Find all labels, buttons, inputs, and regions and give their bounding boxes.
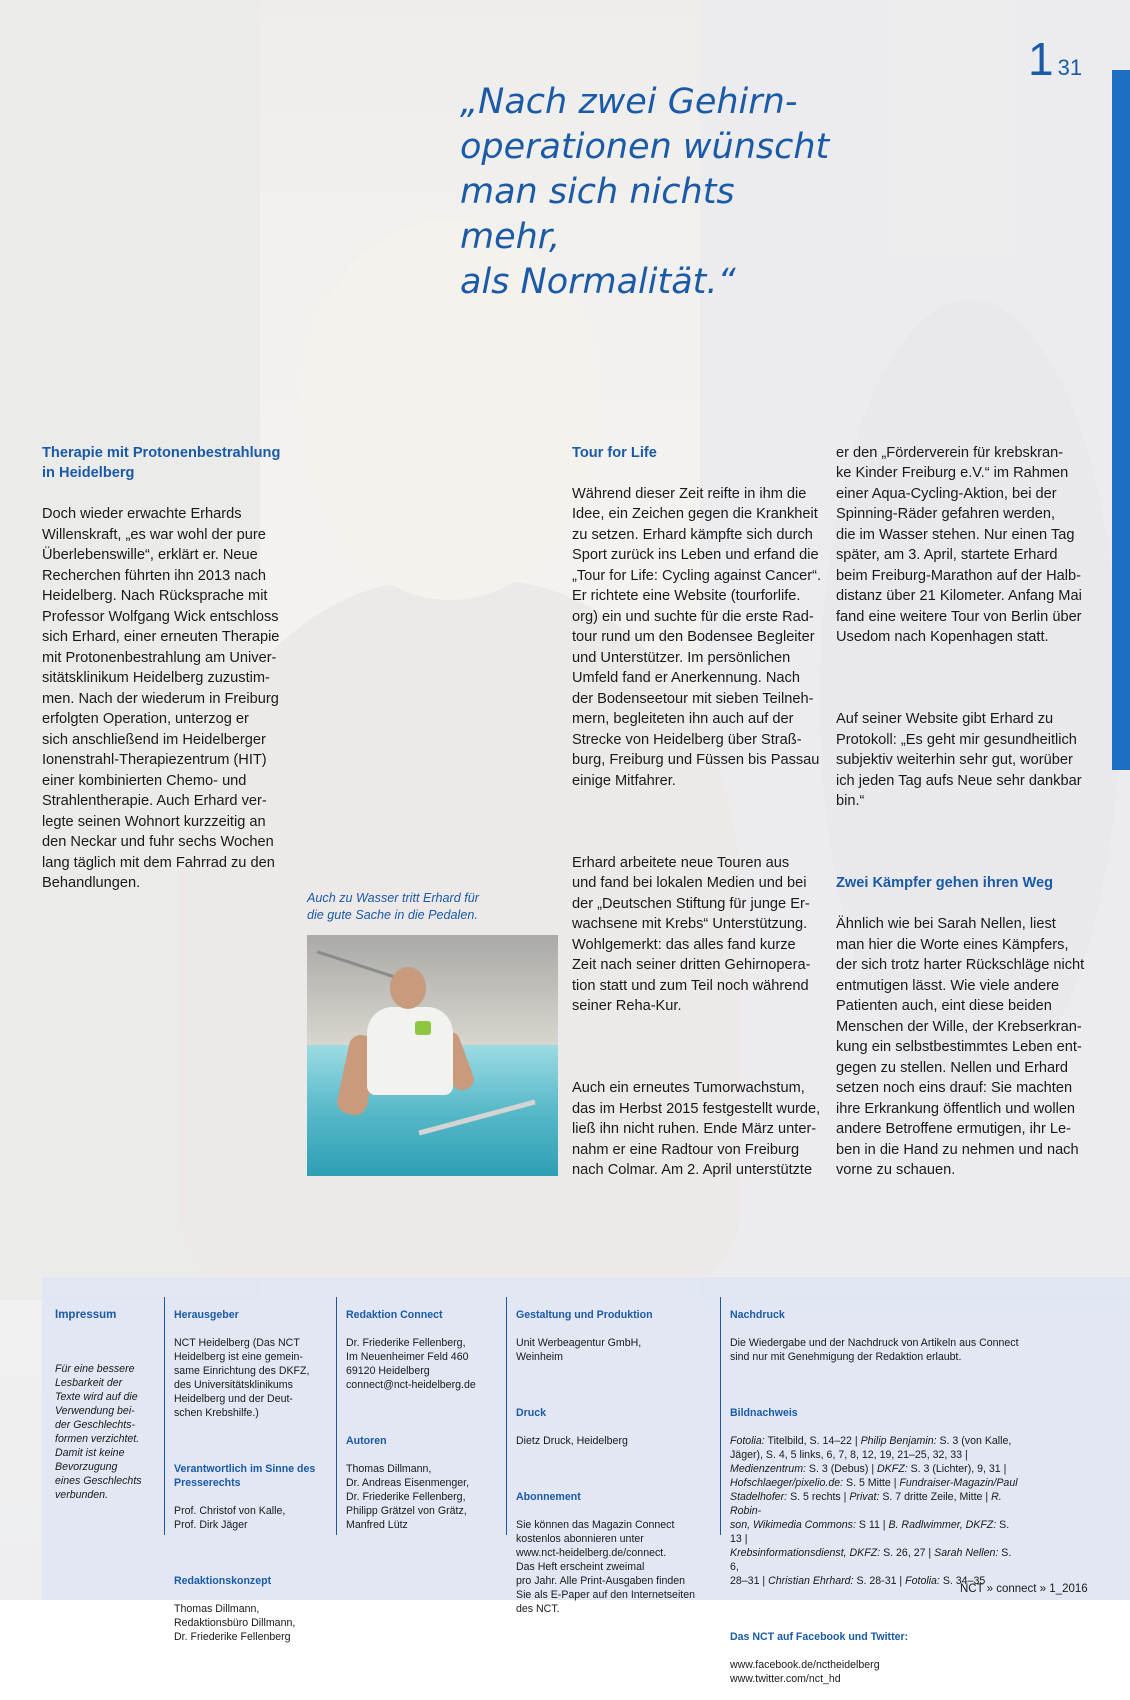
heading-nachdruck: Nachdruck — [730, 1309, 785, 1321]
credit-pages: S. 3 (Lichter), 9, 31 | — [910, 1463, 1007, 1475]
credit-source: DKFZ: — [877, 1463, 908, 1475]
heading-gestaltung: Gestaltung und Produktion — [516, 1309, 653, 1321]
aqua-cycling-photo — [307, 935, 558, 1176]
impressum-box — [42, 1277, 1130, 1685]
text-redaktion: Dr. Friederike Fellenberg, Im Neuenheimer Feld 460 69120 Heidelberg connect@nct-heidelberg.de — [346, 1337, 476, 1391]
heading-social: Das NCT auf Facebook und Twitter: — [730, 1631, 909, 1643]
paragraph: er den „Förderverein für krebskran- ke Kinder Freiburg e.V.“ im Rahmen einer Aqua-Cycling-Aktion, bei der Spinning-Räder gefahren werden, die im Wasser stehen. Nur einen Tag später, am 3. April, startete Erhard beim Freiburg-Marathon auf der Halb- distanz über 21 Kilometer. Anfang Mai fand eine weitere Tour von Berlin über Usedom nach Kopenhagen statt. — [836, 444, 1082, 645]
impressum-title-column — [55, 1294, 155, 1516]
paragraph: Ähnlich wie bei Sarah Nellen, liest man hier die Worte eines Kämpfers, der sich trotz harter Rückschläge nicht entmutigen lässt. Wie viele andere Patienten auch, eint diese beiden Menschen der Wille, der Krebserkran- kung ein selbstbestimmtes Leben ent- gegen zu stellen. Nellen und Erhard setzen noch eins drauf: Sie machten ihre Erkrankung öffentlich und wollen andere Betroffene ermutigen, ihr Le- ben in die Hand zu nehmen und nach vorne zu schauen. — [836, 916, 1085, 1178]
credit-source: Fundraiser-Magazin/Paul Stadelhofer: — [730, 1477, 1018, 1503]
text-bildnachweis — [730, 1434, 1020, 1588]
credit-pages: S. 5 rechts | — [787, 1491, 850, 1503]
article-column-3 — [836, 422, 1090, 1201]
page-number — [1028, 32, 1082, 86]
credit-source: R. Robin- son, Wikimedia Commons: — [730, 1491, 1002, 1531]
credit-pages: S. 26, 27 | — [880, 1547, 935, 1559]
divider — [164, 1297, 165, 1535]
text-autoren: Thomas Dillmann, Dr. Andreas Eisenmenger, Dr. Friederike Fellenberg, Philipp Grätzel von Grätz, Manfred Lütz — [346, 1463, 470, 1531]
heading-redaktion: Redaktion Connect — [346, 1309, 443, 1321]
heading-druck: Druck — [516, 1407, 547, 1419]
credit-source: Fotolia: — [730, 1435, 765, 1447]
text-presserecht: Prof. Christof von Kalle, Prof. Dirk Jäger — [174, 1505, 286, 1531]
paragraph: Doch wieder erwachte Erhards Willenskraft, „es war wohl der pure Überlebenswille“, erklärt er. Neue Recherchen führten ihn 2013 nach Heidelberg. Nach Rücksprache mit Professor Wolfgang Wick entschloss sich Erhard, einer erneuten Therapie mit Protonenbestrahlung am Univer- sitätsklinikum Heidelberg zuzustim- men. Nach der wiederum in Freiburg erfolgten Operation, unterzog er sich anschließend im Heidelberger Ionenstrahl-Therapiezentrum (HIT) einer kombinierten Chemo- und Strahlentherapie. Auch Erhard ver- legte seinen Wohnort kurzzeitig an den Neckar und fuhr sechs Wochen lang täglich mit dem Fahrrad zu den Behandlungen. — [42, 506, 280, 891]
text-nachdruck: Die Wiedergabe und der Nachdruck von Artikeln aus Connect sind nur mit Genehmigung der Redaktion erlaubt. — [730, 1337, 1019, 1363]
heading-redaktionskonzept: Redaktionskonzept — [174, 1575, 272, 1587]
impressum-column-production — [516, 1294, 706, 1630]
credit-source: Sarah Nellen: — [934, 1547, 999, 1559]
impressum-column-credits — [730, 1294, 1020, 1700]
side-accent-bar — [1112, 70, 1130, 770]
heading-bildnachweis: Bildnachweis — [730, 1407, 798, 1419]
credit-source: Hofschlaeger/pixelio.de: — [730, 1477, 844, 1489]
section-heading-kaempfer: Zwei Kämpfer gehen ihren Weg — [836, 875, 1054, 891]
paragraph: Auch ein erneutes Tumorwachstum, das im Herbst 2015 festgestellt wurde, ließ ihn nicht ruhen. Ende März unter- nahm er eine Radtour von Freiburg nach Colmar. Am 2. April unterstützte — [572, 1080, 821, 1178]
text-herausgeber: NCT Heidelberg (Das NCT Heidelberg ist eine gemein- same Einrichtung des DKFZ, des Universitätsklinikums Heidelberg und der Deut- schen Krebshilfe.) — [174, 1337, 310, 1419]
impressum-column-publisher — [174, 1294, 324, 1658]
credit-source: Medienzentrum: — [730, 1463, 806, 1475]
divider — [336, 1297, 337, 1535]
article-column-2 — [572, 422, 824, 1201]
credit-pages: S. 3 (Debus) | — [805, 1463, 878, 1475]
credit-pages: S 11 | — [855, 1519, 889, 1531]
credit-pages: S. 6, 28–31 | — [730, 1547, 1012, 1587]
text-druck: Dietz Druck, Heidelberg — [516, 1435, 628, 1447]
impressum-column-editorial — [346, 1294, 496, 1546]
credit-pages: S. 28-31 | — [853, 1575, 906, 1587]
paragraph: Erhard arbeitete neue Touren aus und fand bei lokalen Medien und bei der „Deutschen Stiftung für junge Er- wachsene mit Krebs“ Unterstützung. Wohlgemerkt: das alles fand kurze Zeit nach seiner dritten Gehirnopera- tion statt und zum Teil noch während seiner Reha-Kur. — [572, 854, 811, 1014]
page-footer: NCT » connect » 1_2016 — [960, 1583, 1088, 1595]
credit-pages: S. 13 | — [730, 1519, 1010, 1545]
heading-abonnement: Abonnement — [516, 1491, 581, 1503]
credit-source: Fotolia: — [905, 1575, 940, 1587]
section-heading-protonen: Therapie mit Protonenbestrahlung in Heidelberg — [42, 444, 281, 481]
credit-pages: S. 34–35 — [939, 1575, 986, 1587]
credit-source: B. Radlwimmer, DKFZ: — [888, 1519, 997, 1531]
credit-pages: Titelbild, S. 14–22 | — [764, 1435, 861, 1447]
credit-pages: S. 3 (von Kalle, Jäger), S. 4, 5 links, 6, 7, 8, 12, 19, 21–25, 32, 33 | — [730, 1435, 1012, 1461]
pull-quote: „Nach zwei Gehirn- operationen wünscht man sich nichts mehr, als Normalität.“ — [460, 82, 830, 302]
impressum-title: Impressum — [55, 1309, 117, 1321]
credit-source: Privat: — [849, 1491, 880, 1503]
paragraph: Auf seiner Website gibt Erhard zu Protokoll: „Es geht mir gesundheitlich subjektiv weiterhin sehr gut, worüber ich jeden Tag aufs Neue sehr dankbar bin.“ — [836, 711, 1082, 809]
credit-source: Christian Ehrhard: — [768, 1575, 854, 1587]
text-redaktionskonzept: Thomas Dillmann, Redaktionsbüro Dillmann, Dr. Friederike Fellenberg — [174, 1603, 296, 1643]
divider — [506, 1297, 507, 1535]
chapter-number: 1 — [1028, 33, 1054, 85]
text-social-links[interactable]: www.facebook.de/nctheidelberg www.twitter.com/nct_hd — [730, 1659, 880, 1685]
heading-herausgeber: Herausgeber — [174, 1309, 239, 1321]
heading-presserecht: Verantwortlich im Sinne des Presserechts — [174, 1463, 316, 1489]
article-column-1 — [42, 422, 294, 914]
credit-pages: S. 5 Mitte | — [843, 1477, 900, 1489]
divider — [720, 1297, 721, 1535]
credit-source: Philip Benjamin: — [860, 1435, 937, 1447]
text-gestaltung: Unit Werbeagentur GmbH, Weinheim — [516, 1337, 642, 1363]
credit-source: Krebsinformationsdienst, DKFZ: — [730, 1547, 881, 1559]
text-abonnement: Sie können das Magazin Connect kostenlos abonnieren unter www.nct-heidelberg.de/connect. Das Heft erscheint zweimal pro Jahr. Alle Print-Ausgaben finden Sie als E-Paper auf den Internetseiten des NCT. — [516, 1519, 696, 1615]
heading-autoren: Autoren — [346, 1435, 387, 1447]
credit-pages: S. 7 dritte Zeile, Mitte | — [879, 1491, 992, 1503]
gender-note: Für eine bessere Lesbarkeit der Texte wird auf die Verwendung bei- der Geschlechts- formen verzichtet. Damit ist keine Bevorzugung eines Geschlechts verbunden. — [55, 1363, 142, 1501]
page-number-value: 31 — [1057, 55, 1083, 80]
photo-caption: Auch zu Wasser tritt Erhard für die gute Sache in die Pedalen. — [307, 891, 479, 922]
section-heading-tour: Tour for Life — [572, 444, 657, 461]
paragraph: Während dieser Zeit reifte in ihm die Idee, ein Zeichen gegen die Krankheit zu setzen. Erhard kämpfte sich durch Sport zurück ins Leben und erfand die „Tour for Life: Cycling against Cancer“. Er richtete eine Website (tourforlife. org) ein und suchte für die erste Rad- tour rund um den Bodensee Begleiter und Unterstützer. Im persönlichen Umfeld fand er Anerkennung. Nach der Bodenseetour mit sieben Teilneh- mern, begleiteten ihn auch auf der Strecke von Heidelberg über Straß- burg, Freiburg und Füssen bis Passau einige Mitfahrer. — [572, 485, 822, 789]
